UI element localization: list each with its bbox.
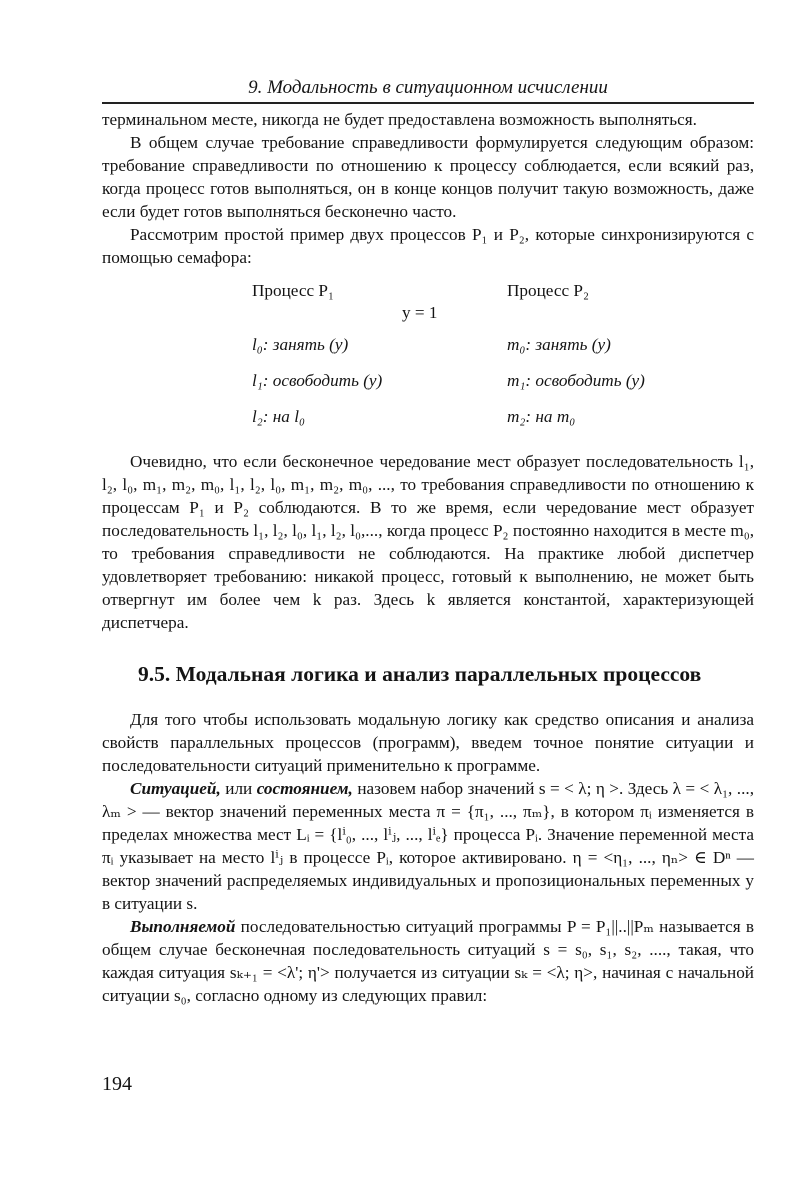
- paragraph-situation-definition: [102, 777, 754, 915]
- term-state: состоянием,: [256, 779, 353, 798]
- text-or: или: [220, 779, 257, 798]
- paragraph-example-intro: Рассмотрим простой пример двух процессов P₁ и P₂, которые синхронизируются с помощью семафора:: [102, 225, 754, 267]
- paragraph-fairness: В общем случае требование справедливости формулируется следующим образом: требование справедливости по отношению к процессу соблюдается, если всякий раз, когда процесс готов выполняться, он в конце концов получит такую возможность, даже если будет готов выполняться бесконечно часто.: [102, 133, 754, 221]
- paragraph-section-intro: Для того чтобы использовать модальную логику как средство описания и анализа свойств параллельных процессов (программ), введем точное понятие ситуации и последовательности ситуаций применительно к программе.: [102, 710, 754, 775]
- page-number: 194: [102, 1073, 132, 1095]
- term-situation: Ситуацией,: [130, 779, 221, 798]
- process1-step: l₀: занять (y): [252, 335, 349, 354]
- process-table: [102, 279, 754, 439]
- paragraph-sequences: Очевидно, что если бесконечное чередование мест образует последовательность l₁, l₂, l₀, m₁, m₂, m₀, l₁, l₂, l₀, m₁, m₂, m₀, ..., то требования справедливости по отношению к процессам P₁ и P₂ соблюдаются. В то же время, если чередование мест образует последовательность l₁, l₂, l₀, l₁, l₂, l₀,..., когда процесс P₂ постоянно находится в месте m₀, то требования справедливости не соблюдаются. На практике любой диспетчер удовлетворяет требованию: никакой процесс, готовый к выполнению, не может быть отвергнут им более чем k раз. Здесь k является константой, характеризующей диспетчера.: [102, 452, 754, 632]
- executable-sequence-text: последовательностью ситуаций программы P = P₁||..||Pₘ называется в общем случае бесконечная последовательность ситуаций s = s₀, s₁, s₂, ...., такая, что каждая ситуация sₖ₊₁ = <λ'; η'> получается из ситуации sₖ = <λ; η>, начиная с начальной ситуации s₀, согласно одному из следующих правил:: [102, 917, 754, 1005]
- process2-step: m₀: занять (y): [507, 335, 611, 354]
- process1-title: Процесс P₁: [252, 281, 334, 300]
- process1-step: l₂: на l₀: [252, 407, 305, 426]
- situation-definition-text: назовем набор значений s = < λ; η >. Здесь λ = < λ₁, ..., λₘ > — вектор значений переменных места π = {π₁, ..., πₘ}, в котором πᵢ изменяется в пределах множества мест Lᵢ = {lⁱ₀, ..., lⁱⱼ, ..., lⁱₑ} процесса Pᵢ. Значение переменной места πᵢ указывает на место lⁱⱼ в процессе Pᵢ, которое активировано. η = <η₁, ..., ηₙ> ∈ Dⁿ — вектор значений распределяемых индивидуальных и пропозициональных переменных y в ситуации s.: [102, 779, 754, 913]
- process2-step: m₁: освободить (y): [507, 371, 645, 390]
- paragraph-executable-sequence: [102, 915, 754, 1007]
- semaphore-init: y = 1: [402, 303, 438, 322]
- process2-step: m₂: на m₀: [507, 407, 576, 426]
- body-text: [102, 108, 754, 1007]
- term-executable: Выполняемой: [130, 917, 236, 936]
- process2-title: Процесс P₂: [507, 281, 589, 300]
- running-header: 9. Модальность в ситуационном исчислении: [102, 76, 754, 104]
- process1-step: l₁: освободить (y): [252, 371, 383, 390]
- section-heading: 9.5. Модальная логика и анализ параллельных процессов: [138, 662, 702, 686]
- paragraph-continuation: терминальном месте, никогда не будет предоставлена возможность выполняться.: [102, 110, 697, 129]
